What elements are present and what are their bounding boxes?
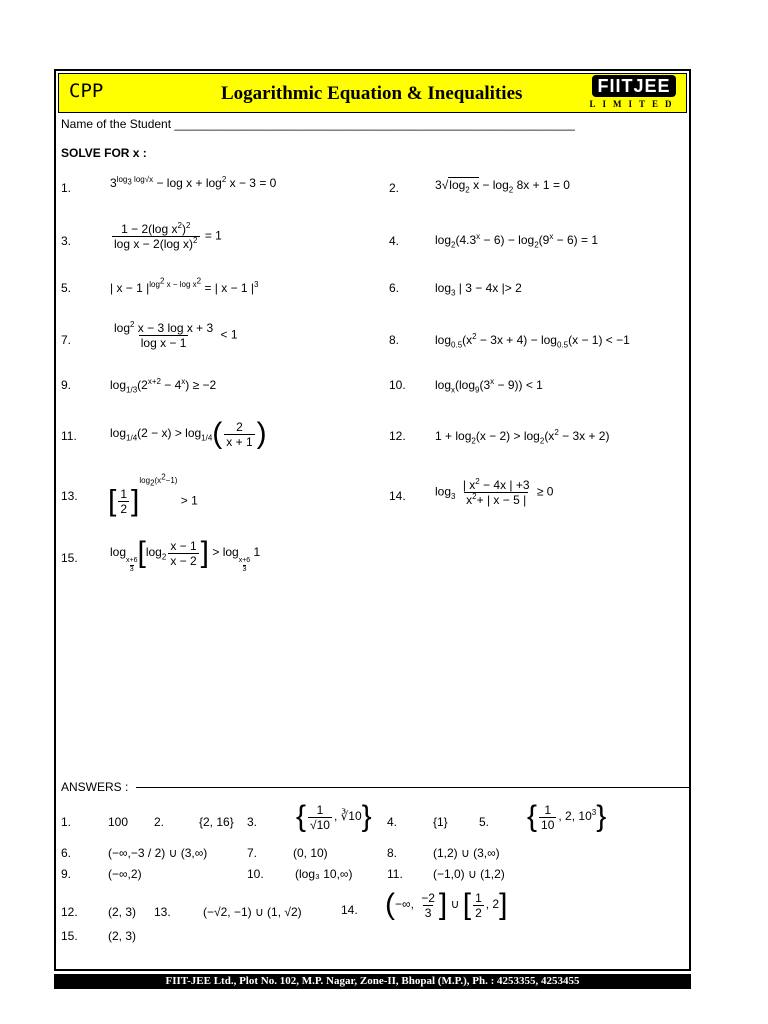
q-number: 10. (389, 378, 406, 392)
answer-number: 11. (387, 867, 403, 881)
q-number: 13. (61, 489, 78, 503)
q-number: 8. (389, 333, 400, 347)
answer-number: 14. (341, 903, 358, 917)
answers-heading: ANSWERS : (61, 780, 129, 794)
answer-11: (−1,0) ∪ (1,2) (433, 867, 505, 881)
answer-1: 100 (108, 815, 129, 829)
question-4-expression: $\log_2(4.3^x - 6) - \log_2(9^x - 6) = 1$ (435, 232, 599, 250)
answer-6: (−∞,−3 / 2) ∪ (3,∞) (108, 846, 208, 860)
q-number: 4. (389, 234, 400, 248)
solve-heading: SOLVE FOR x : (61, 146, 147, 160)
question-13-expression: [ $\frac{1}{2}$ ]$^{log_2(x^2-1)}$ > 1 (108, 472, 198, 518)
answer-15: (2, 3) (108, 929, 137, 943)
student-name-line: Name of the Student ____________________________________________________________ (61, 117, 575, 131)
question-8-expression: $\log_{0.5}(x^2 - 3x + 4) - \log_{0.5}(x - 1) < -1$ (435, 332, 630, 350)
answer-3: { $\frac{1}{√10}$ , ∛10} (296, 800, 372, 833)
question-7-expression: $\frac{\log^2 x - 3 \log x + 3}{\text{log x − 1}}$ < 1 (114, 320, 238, 350)
page-frame (54, 69, 691, 971)
q-number: 12. (389, 429, 406, 443)
page-title: Logarithmic Equation & Inequalities (221, 83, 523, 104)
answer-14: (−∞, $\frac{-2}{3}$ ] ∪ [ $\frac{1}{2}$ , 2] (385, 888, 508, 921)
cpp-label: CPP (69, 80, 104, 102)
answers-divider (136, 787, 690, 788)
q-number: 15. (61, 551, 78, 565)
answer-number: 1. (61, 815, 72, 829)
answer-number: 9. (61, 867, 72, 881)
fiitjee-logo (585, 75, 683, 111)
answer-number: 4. (387, 815, 398, 829)
q-number: 6. (389, 281, 400, 295)
question-11-expression: $\log_{1/4}(2 - x) > \log_{1/4}$( $\frac{2}{x + 1}$ ) (110, 417, 267, 450)
answer-7: (0, 10) (293, 846, 328, 860)
logo-main-text: FIITJEE (592, 75, 675, 97)
answer-2: {2, 16} (199, 815, 234, 829)
q-number: 14. (389, 489, 406, 503)
answer-5: { $\frac{1}{10}$ , 2, $10^3$} (527, 800, 607, 833)
question-5-expression: | x − 1 $|^{log^2 x - log x^2}$ = | x − 1 $|^3$ (110, 276, 259, 295)
answer-number: 10. (247, 867, 264, 881)
answer-10: (log₃ 10,∞) (295, 867, 353, 881)
answer-number: 15. (61, 929, 78, 943)
question-9-expression: $\log_{1/3}(2^{x+2} - 4^x) \ge -2$ (110, 377, 217, 395)
answer-number: 2. (154, 815, 165, 829)
q-number: 11. (61, 429, 77, 443)
q-number: 9. (61, 378, 72, 392)
answer-8: (1,2) ∪ (3,∞) (433, 846, 500, 860)
answer-number: 6. (61, 846, 72, 860)
logo-sub-text: LIMITED (589, 99, 679, 109)
answer-12: (2, 3) (108, 905, 137, 919)
header-bar (58, 73, 687, 113)
q-number: 5. (61, 281, 72, 295)
answer-number: 3. (247, 815, 258, 829)
q-number: 7. (61, 333, 72, 347)
answer-number: 5. (479, 815, 490, 829)
answer-number: 12. (61, 905, 78, 919)
question-14-expression: $\log_3$ $\frac{| x^2 - 4x | +3}{x^2+ | x - 5 |}$ ≥ 0 (435, 477, 554, 507)
question-2-expression: $3√\log_2$ $x - \log_2 8x + 1 = 0$ (435, 178, 570, 195)
answer-13: (−√2, −1) ∪ (1, √2) (203, 905, 302, 919)
question-10-expression: $\log_x(\log_9(3^x - 9)) < 1$ (435, 377, 543, 395)
q-number: 3. (61, 234, 72, 248)
answer-number: 8. (387, 846, 398, 860)
answer-number: 7. (247, 846, 258, 860)
question-1-expression: $3^{log_3 log√x} - \log x + \log^2 x - 3 = 0$ (110, 175, 277, 190)
answer-4: {1} (433, 815, 448, 829)
answer-9: (−∞,2) (108, 867, 142, 881)
q-number: 1. (61, 181, 72, 195)
footer-bar: FIIT-JEE Ltd., Plot No. 102, M.P. Nagar, Zone-II, Bhopal (M.P.), Ph. : 4253355, 4253455 (54, 974, 691, 989)
question-3-expression: $\frac{1 - 2(\log x^2)^2}{\log x - 2(\log x)^2}$ = 1 (114, 221, 222, 251)
question-6-expression: $\log_3$ | 3 − 4x |> 2 (435, 281, 522, 298)
q-number: 2. (389, 181, 400, 195)
question-12-expression: $1 + \log_2(x - 2) > \log_2(x^2 - 3x + 2)$ (435, 428, 610, 446)
answer-number: 13. (154, 905, 171, 919)
question-15-expression: log $\frac{x+6}{3}$ [$\log_2$ $\frac{x - 1}{x - 2}$ ] > log $\frac{x+6}{3}$ 1 (110, 536, 261, 574)
